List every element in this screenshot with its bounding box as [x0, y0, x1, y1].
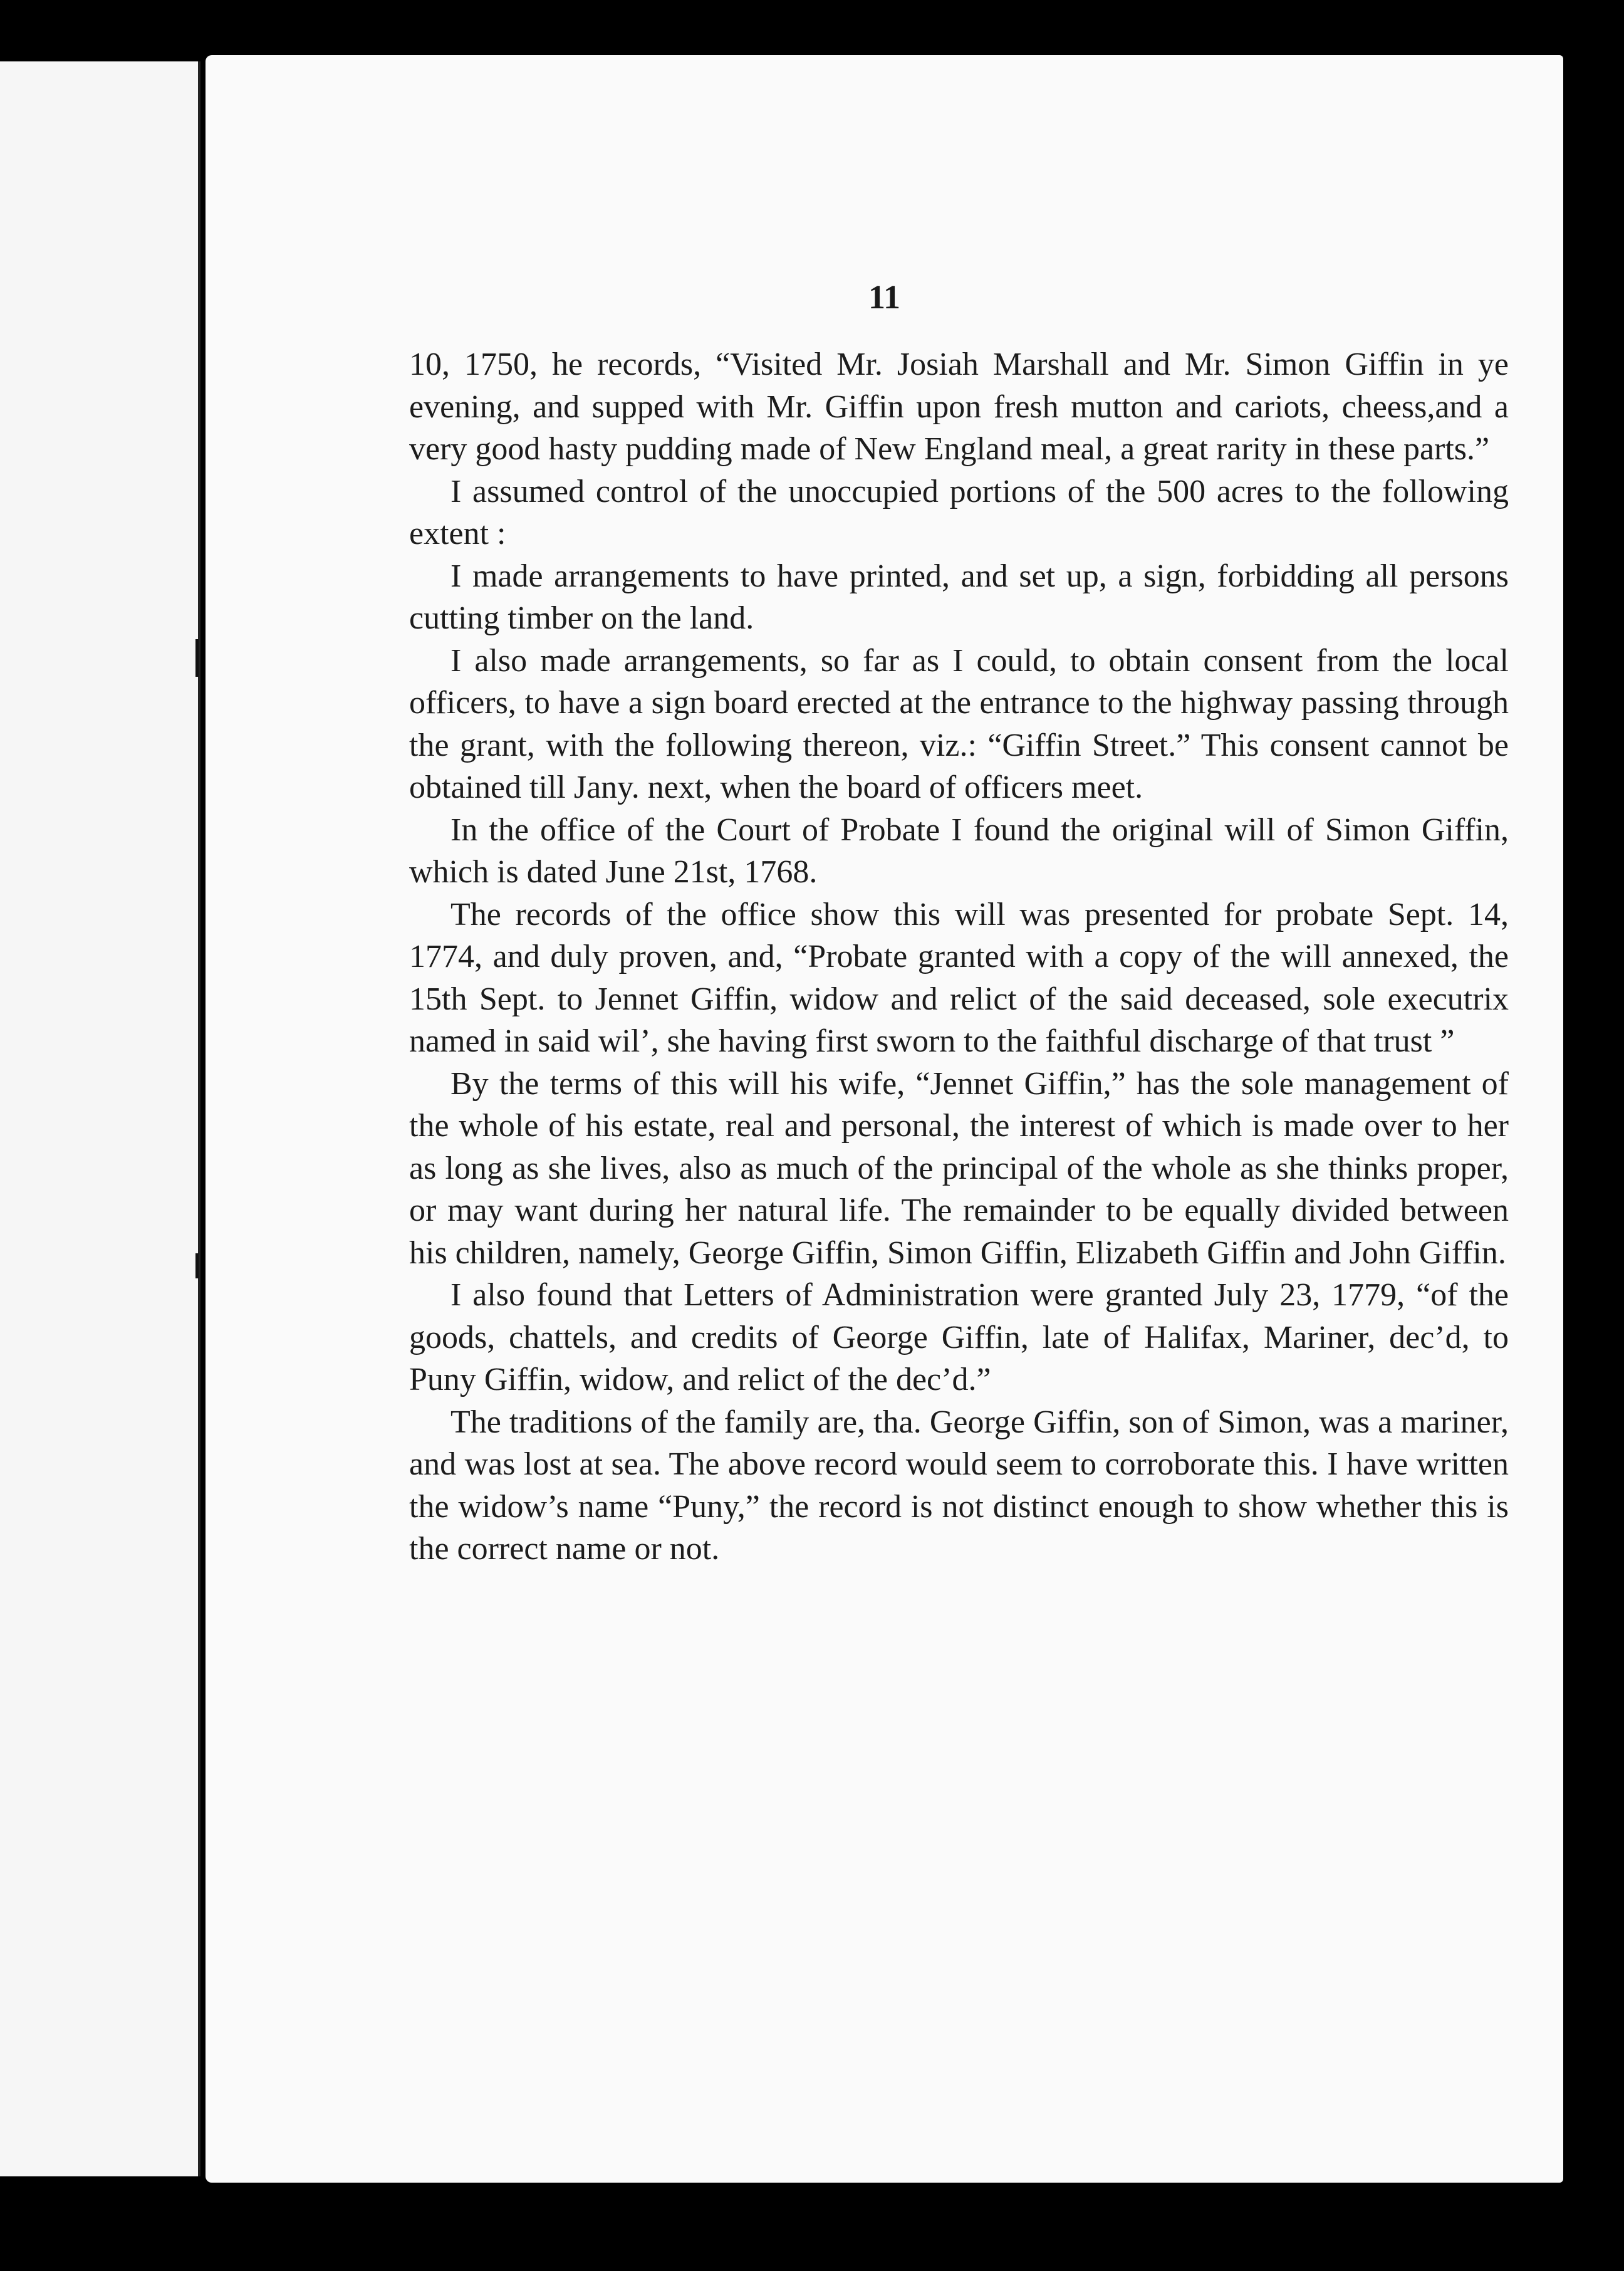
paragraph: I also made arrangements, so far as I could, to obtain consent from the local officers, to have a sign board erected at the entrance to the highway passing through the grant, with the following thereon, viz.: “Giffin Street.” This consent cannot be obtained till Jany. next, when the board of officers meet.	[409, 642, 1509, 805]
facing-page	[0, 61, 200, 2176]
page-number: 11	[868, 278, 901, 316]
paragraph: I also found that Letters of Administration were granted July 23, 1779, “of the goods, chattels, and credits of George Giffin, late of Halifax, Mariner, dec’d, to Puny Giffin, widow, and relict of the dec’d.”	[409, 1277, 1509, 1397]
paragraph: The records of the office show this will was presented for probate Sept. 14, 1774, and duly proven, and, “Probate granted with a copy of the will annexed, the 15th Sept. to Jennet Giffin, widow and relict of the said deceased, sole executrix named in said wil’, she having first sworn to the faithful discharge of that trust ”	[409, 896, 1509, 1059]
margin-mark	[195, 639, 199, 677]
paragraph: By the terms of this will his wife, “Jennet Giffin,” has the sole management of the whole of his estate, real and personal, the interest of which is made over to her as long as she lives, also as much of the principal of the whole as she thinks proper, or may want during her natural life. The remainder to be equally divided between his children, namely, George Giffin, Simon Giffin, Elizabeth Giffin and John Giffin.	[409, 1065, 1509, 1271]
paragraph: 10, 1750, he records, “Visited Mr. Josiah Marshall and Mr. Simon Giffin in ye evening, and supped with Mr. Giffin upon fresh mutton and cariots, cheess,and a very good hasty pudding made of New England meal, a great rarity in these parts.”	[409, 347, 1509, 467]
paragraph: I made arrangements to have printed, and set up, a sign, forbidding all persons cutting timber on the land.	[409, 558, 1509, 636]
margin-mark	[195, 1253, 199, 1278]
paragraph: The traditions of the family are, tha. George Giffin, son of Simon, was a mariner, and was lost at sea. The above record would seem to corroborate this. I have written the widow’s name “Puny,” the record is not distinct enough to show whether this is the correct name or not.	[409, 1404, 1509, 1567]
body-text	[409, 343, 1509, 1570]
paragraph: In the office of the Court of Probate I found the original will of Simon Giffin, which is dated June 21st, 1768.	[409, 812, 1509, 890]
paragraph: I assumed control of the unoccupied portions of the 500 acres to the following extent :	[409, 473, 1509, 551]
book-page	[206, 55, 1563, 2183]
